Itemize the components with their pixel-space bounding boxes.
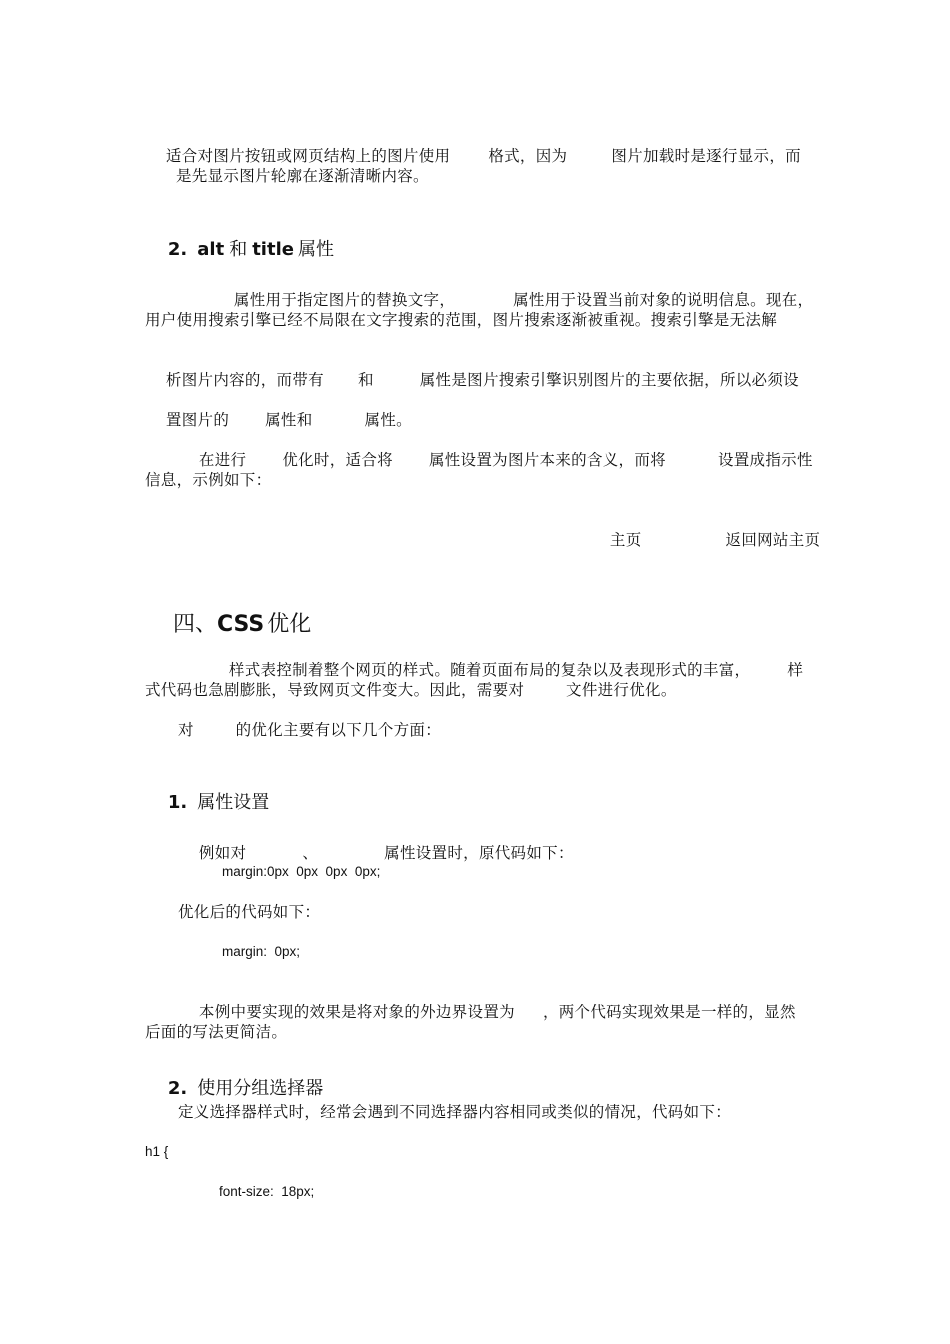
text-segment: 格式，因为 (488, 147, 568, 165)
paragraph-line (178, 430, 813, 490)
heading-alt: alt (197, 239, 225, 260)
text-segment: 析图片内容的，而带有 (165, 371, 324, 389)
heading-css: CSS (217, 612, 265, 637)
text-segment: 、 (302, 844, 319, 862)
text-segment: 属性设置为图片本来的含义，而将 (428, 451, 666, 469)
heading-and: 和 (229, 239, 248, 260)
text-segment: 属性。 (364, 411, 412, 429)
paragraph-line: 式代码也急剧膨胀，导致网页文件变大。因此，需要对 文件进行优化。 (145, 681, 677, 699)
heading-number: 1 (167, 792, 181, 813)
heading-title: 使用分组选择器 (197, 1078, 324, 1099)
text-segment: 属性是图片搜索引擎识别图片的主要依据，所以必须设 (419, 371, 799, 389)
text-segment: 属性和 (265, 411, 313, 429)
paragraph-line: 后面的写法更简洁。 (145, 1023, 288, 1041)
heading-title: 属性设置 (197, 792, 270, 813)
example-line (589, 510, 820, 570)
paragraph-line: 信息，示例如下： (145, 471, 272, 489)
heading-suffix: 优化 (267, 612, 312, 637)
paragraph-line: 对 的优化主要有以下几个方面： (178, 721, 442, 739)
text-segment: 设置成指示性 (717, 451, 813, 469)
text-segment: 样式表控制着整个网页的样式。随着页面布局的复杂以及表现形式的丰富， (228, 661, 751, 679)
text-segment: 属性设置时，原代码如下： (384, 844, 574, 862)
heading-number: 2 (167, 1078, 181, 1099)
text-segment: 适合对图片按钮或网页结构上的图片使用 (165, 147, 451, 165)
text-segment: 属性用于设置当前对象的说明信息。现在， (513, 291, 814, 309)
example-text: 返回网站主页 (725, 531, 821, 549)
heading-dot: . (180, 1078, 188, 1099)
text-segment: 和 (357, 371, 374, 389)
text-segment: 例如对 (198, 844, 247, 862)
heading-dot: . (180, 239, 188, 260)
text-segment: 置图片的 (165, 411, 230, 429)
code-line: font-size: 18px; (219, 1184, 315, 1199)
text-segment: 本例中要实现的效果是将对象的外边界设置为 (198, 1003, 515, 1021)
code-line: margin: 0px; (222, 944, 301, 959)
heading-number: 2 (167, 239, 181, 260)
example-text: 主页 (609, 531, 642, 549)
paragraph-line: 优化后的代码如下： (178, 903, 321, 921)
paragraph-line: 用户使用搜索引擎已经不局限在文字搜索的范围，图片搜索逐渐被重视。搜索引擎是无法解 (145, 311, 778, 329)
text-segment: 在进行 (198, 451, 247, 469)
text-segment: 图片加载时是逐行显示，而 (611, 147, 801, 165)
text-segment: 样 (787, 661, 804, 679)
text-segment: 属性用于指定图片的替换文字， (233, 291, 456, 309)
heading-dot: . (180, 792, 188, 813)
code-line: margin:0px 0px 0px 0px; (222, 864, 381, 879)
text-segment: ，两个代码实现效果是一样的，显然 (542, 1003, 796, 1021)
paragraph-line: 定义选择器样式时，经常会遇到不同选择器内容相同或类似的情况，代码如下： (178, 1103, 732, 1121)
paragraph-line: 是先显示图片轮廓在逐渐清晰内容。 (176, 167, 429, 185)
heading-prefix: 四、 (172, 612, 217, 637)
heading-suffix: 属性 (297, 239, 334, 260)
text-segment: 优化时，适合将 (282, 451, 393, 469)
heading-title: title (252, 239, 294, 260)
code-line: h1 { (145, 1144, 169, 1159)
